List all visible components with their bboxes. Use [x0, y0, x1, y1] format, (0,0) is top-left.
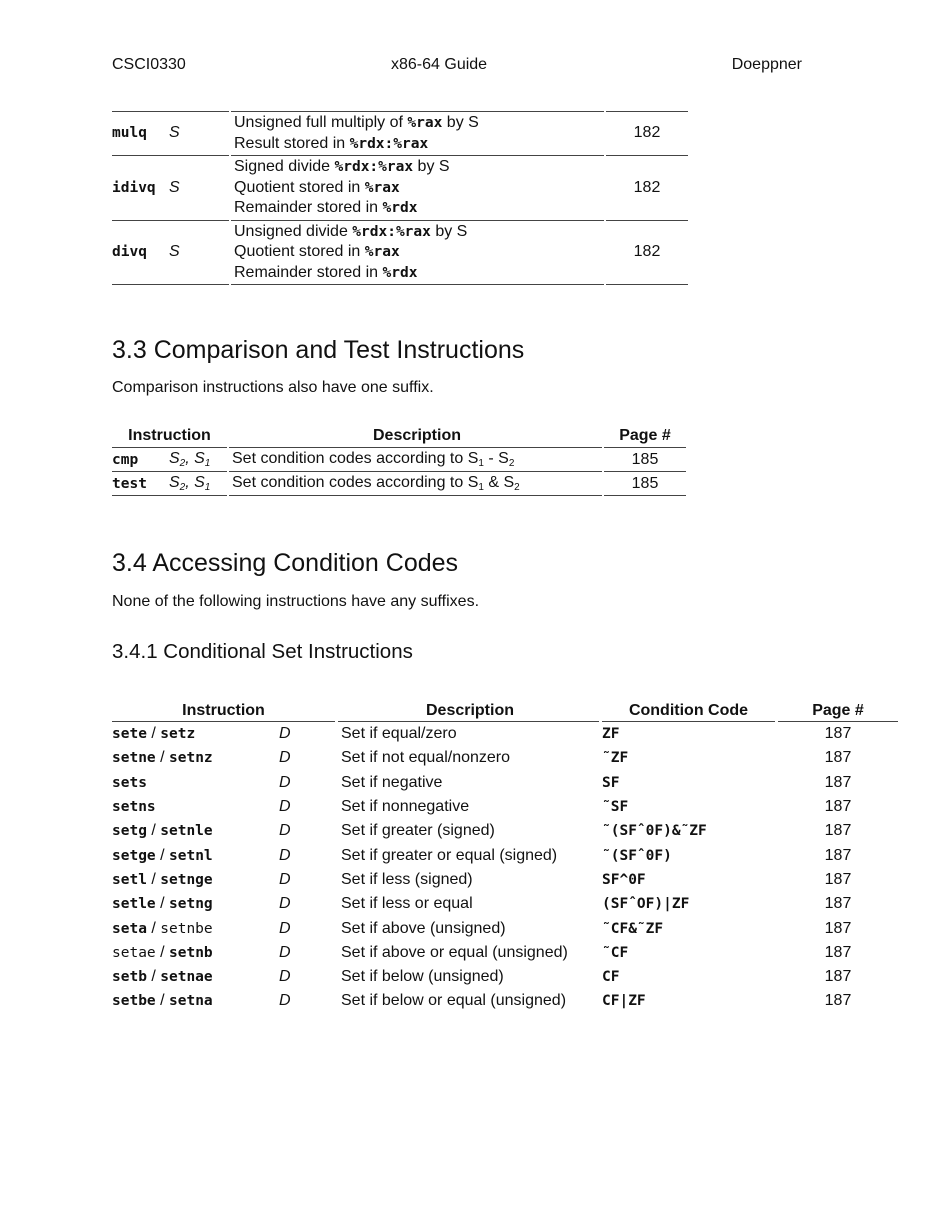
description-text: Result stored in: [234, 134, 350, 152]
operand-cell: D: [279, 798, 291, 816]
instruction-name: setb: [112, 969, 147, 986]
page-number-cell: 187: [777, 722, 899, 747]
description-cell: Set if greater or equal (signed): [337, 843, 601, 867]
description-text: Quotient stored in: [234, 178, 365, 196]
instruction-name: setae: [112, 944, 156, 961]
description-cell: [230, 220, 605, 285]
description-cell: Set if above (unsigned): [337, 916, 601, 940]
operand-cell: D: [279, 895, 291, 913]
table-row: [112, 220, 688, 285]
section-3-4-1-title: 3.4.1 Conditional Set Instructions: [112, 640, 413, 663]
table-row: [112, 965, 898, 989]
instruction-alias: setnl: [169, 847, 213, 864]
operand-cell: D: [279, 968, 291, 986]
instruction-separator: /: [146, 968, 161, 986]
condition-code-cell: SF: [601, 771, 777, 795]
register-name: %rdx:%rax: [349, 135, 429, 152]
section-3-4-title: 3.4 Accessing Condition Codes: [112, 549, 459, 577]
page-number-cell: 187: [777, 868, 899, 892]
operand-subscript: 1: [204, 458, 211, 469]
instruction-alias: setnae: [160, 969, 213, 986]
section-3-3-title: 3.3 Comparison and Test Instructions: [112, 336, 525, 364]
description-cell: [228, 472, 603, 496]
description-subscript: 1: [478, 458, 484, 469]
description-cell: Set if negative: [337, 771, 601, 795]
description-subscript: 2: [514, 482, 520, 493]
page-number-cell: 182: [605, 156, 688, 221]
page-number-cell: 187: [777, 965, 899, 989]
table-row: [112, 771, 898, 795]
table-row: [112, 746, 898, 770]
page-number-cell: 187: [777, 892, 899, 916]
table-row: [112, 472, 686, 496]
table-row: [112, 448, 686, 472]
operand-cell: S: [169, 156, 230, 221]
operand-cell: D: [279, 725, 291, 743]
register-name: %rdx: [382, 200, 418, 216]
description-text: by S: [442, 114, 479, 131]
description-cell: Set if equal/zero: [337, 722, 601, 747]
condition-code-cell: SF^0F: [601, 868, 777, 892]
description-cell: Set if above or equal (unsigned): [337, 941, 601, 965]
column-header-instruction: Instruction: [112, 425, 228, 448]
description-text: Set condition codes according to S: [232, 474, 479, 491]
instruction-separator: /: [146, 919, 161, 937]
operand-cell: D: [279, 919, 291, 937]
instruction-cell: [112, 843, 279, 867]
description-text: Quotient stored in: [234, 243, 365, 260]
operand-separator: ,: [185, 450, 195, 467]
description-line: [234, 263, 604, 284]
instruction-name: sets: [112, 774, 147, 791]
description-cell: Set if greater (signed): [337, 819, 601, 843]
register-name: %rax: [364, 244, 400, 260]
description-cell: Set if not equal/nonzero: [337, 746, 601, 770]
description-line: [234, 242, 604, 263]
operand-cell: D: [279, 773, 291, 791]
description-subscript: 1: [478, 482, 484, 493]
page-number-cell: 185: [603, 448, 686, 472]
register-name: %rdx:%rax: [352, 223, 431, 240]
description-text: Unsigned divide: [234, 222, 353, 240]
condition-code-cell: ˜(SFˆ0F)&˜ZF: [601, 819, 777, 843]
condition-code-cell: ˜(SFˆ0F): [601, 843, 777, 867]
instruction-cell: [112, 989, 279, 1013]
instruction-cell: [112, 941, 279, 965]
course-code: CSCI0330: [112, 56, 186, 73]
register-name: %rax: [407, 115, 443, 131]
description-cell: [228, 448, 603, 472]
instruction-separator: /: [155, 992, 169, 1010]
description-subscript: 2: [508, 458, 515, 469]
instruction-cell: mulq: [112, 112, 169, 156]
instruction-name: setg: [112, 823, 147, 840]
description-text: Unsigned full multiply of: [234, 114, 408, 131]
description-line: [234, 134, 604, 155]
table-row: [112, 156, 688, 221]
instruction-alias: setna: [169, 993, 213, 1010]
page-number-cell: 187: [777, 916, 899, 940]
operand-cell: [169, 472, 228, 496]
description-cell: Set if less (signed): [337, 868, 601, 892]
description-cell: Set if less or equal: [337, 892, 601, 916]
instruction-cell: [112, 771, 279, 795]
description-text: Remainder stored in: [234, 263, 383, 281]
operand-cell: S: [169, 112, 230, 156]
page-number-cell: 182: [605, 112, 688, 156]
description-text: Remainder stored in: [234, 199, 383, 216]
table-row: [112, 843, 898, 867]
instruction-name: setne: [112, 750, 156, 767]
page-number-cell: 187: [777, 843, 899, 867]
document-title: x86-64 Guide: [391, 56, 488, 73]
page-number-cell: 187: [777, 795, 899, 819]
table-row: [112, 795, 898, 819]
operand-cell: D: [279, 822, 291, 840]
instruction-cell: [112, 965, 279, 989]
description-operator: & S: [483, 474, 515, 491]
multiply-divide-table: [112, 111, 688, 285]
page-number-cell: 185: [603, 472, 686, 496]
operand-cell: D: [279, 992, 291, 1010]
description-line: [234, 222, 604, 243]
column-header-page: Page #: [603, 425, 686, 448]
instruction-name: seta: [112, 920, 147, 937]
description-text: Signed divide: [234, 158, 335, 175]
description-cell: [230, 112, 605, 156]
description-line: [234, 178, 604, 199]
table-row: [112, 868, 898, 892]
instruction-alias: setnge: [160, 871, 213, 888]
page-header: [112, 56, 802, 76]
table-row: [112, 916, 898, 940]
instruction-alias: setnz: [169, 750, 213, 767]
condition-code-cell: CF|ZF: [601, 989, 777, 1013]
instruction-cell: [112, 892, 279, 916]
instruction-cell: [112, 746, 279, 770]
register-name: %rdx: [382, 264, 418, 281]
instruction-cell: [112, 795, 279, 819]
operand-subscript: 2: [179, 458, 186, 469]
operand-subscript: 1: [204, 482, 211, 493]
operand-separator: ,: [185, 474, 195, 491]
operand-cell: S: [169, 220, 230, 285]
table-row: [112, 941, 898, 965]
page-number-cell: 187: [777, 771, 899, 795]
description-line: [234, 157, 604, 178]
table-row: [112, 722, 898, 747]
instruction-cell: divq: [112, 220, 169, 285]
condition-code-cell: (SFˆOF)|ZF: [601, 892, 777, 916]
page-number-cell: 187: [777, 819, 899, 843]
instruction-alias: setng: [169, 896, 213, 913]
description-cell: Set if below or equal (unsigned): [337, 989, 601, 1013]
column-header-description: Description: [228, 425, 603, 448]
operand-cell: D: [279, 749, 291, 767]
operand-cell: D: [279, 870, 291, 888]
section-3-3-intro: Comparison instructions also have one suffix.: [112, 379, 434, 396]
description-operator: - S: [483, 450, 509, 467]
author-name: Doeppner: [731, 56, 802, 73]
instruction-alias: setnb: [169, 944, 213, 961]
instruction-name: setge: [112, 847, 156, 864]
instruction-cell: [112, 916, 279, 940]
instruction-cell: [112, 868, 279, 892]
description-line: [234, 198, 604, 219]
operand-cell: D: [279, 943, 291, 961]
table-row: [112, 112, 688, 156]
description-line: [234, 113, 604, 134]
operand-cell: [169, 448, 228, 472]
instruction-name: sete: [112, 726, 147, 743]
description-text: Set condition codes according to S: [232, 450, 479, 467]
instruction-separator: /: [155, 749, 169, 767]
page-number-cell: 182: [605, 220, 688, 285]
column-header-instruction: Instruction: [112, 698, 337, 722]
operand-name: S: [194, 450, 205, 467]
instruction-separator: /: [146, 870, 161, 888]
operand-name: S: [169, 450, 180, 467]
table-row: [112, 819, 898, 843]
register-name: %rax: [364, 179, 400, 196]
instruction-separator: /: [155, 895, 169, 913]
description-text: by S: [430, 222, 468, 240]
condition-code-cell: ˜ZF: [601, 746, 777, 770]
description-text: by S: [413, 158, 450, 175]
instruction-separator: /: [155, 846, 169, 864]
column-header-description: Description: [337, 698, 601, 722]
instruction-name: setbe: [112, 993, 156, 1010]
table-row: [112, 989, 898, 1013]
page-number-cell: 187: [777, 989, 899, 1013]
condition-code-cell: ˜CF&˜ZF: [601, 916, 777, 940]
instruction-separator: /: [155, 943, 169, 961]
condition-code-cell: ˜CF: [601, 941, 777, 965]
description-cell: Set if below (unsigned): [337, 965, 601, 989]
instruction-name: setl: [112, 871, 147, 888]
condition-code-cell: ˜SF: [601, 795, 777, 819]
instruction-name: setle: [112, 896, 156, 913]
page-number-cell: 187: [777, 746, 899, 770]
operand-subscript: 2: [179, 482, 186, 493]
operand-name: S: [194, 474, 205, 491]
instruction-separator: /: [146, 725, 161, 743]
instruction-alias: setnle: [160, 823, 213, 840]
column-header-page: Page #: [777, 698, 899, 722]
instruction-alias: setnbe: [160, 920, 213, 937]
instruction-name: setns: [112, 799, 156, 816]
condition-code-cell: CF: [601, 965, 777, 989]
comparison-table: [112, 425, 686, 496]
instruction-cell: [112, 819, 279, 843]
column-header-condition-code: Condition Code: [601, 698, 777, 722]
instruction-alias: setz: [160, 726, 196, 743]
description-cell: Set if nonnegative: [337, 795, 601, 819]
instruction-cell: idivq: [112, 156, 169, 221]
instruction-separator: /: [146, 822, 161, 840]
description-cell: [230, 156, 605, 221]
instruction-cell: test: [112, 472, 169, 496]
instruction-cell: [112, 722, 279, 747]
conditional-set-table: [112, 698, 898, 1014]
table-row: [112, 892, 898, 916]
operand-cell: D: [279, 846, 291, 864]
condition-code-cell: ZF: [601, 722, 777, 747]
instruction-cell: cmp: [112, 448, 169, 472]
operand-name: S: [169, 474, 180, 491]
section-3-4-intro: None of the following instructions have any suffixes.: [112, 593, 480, 610]
page-number-cell: 187: [777, 941, 899, 965]
register-name: %rdx:%rax: [334, 159, 414, 175]
